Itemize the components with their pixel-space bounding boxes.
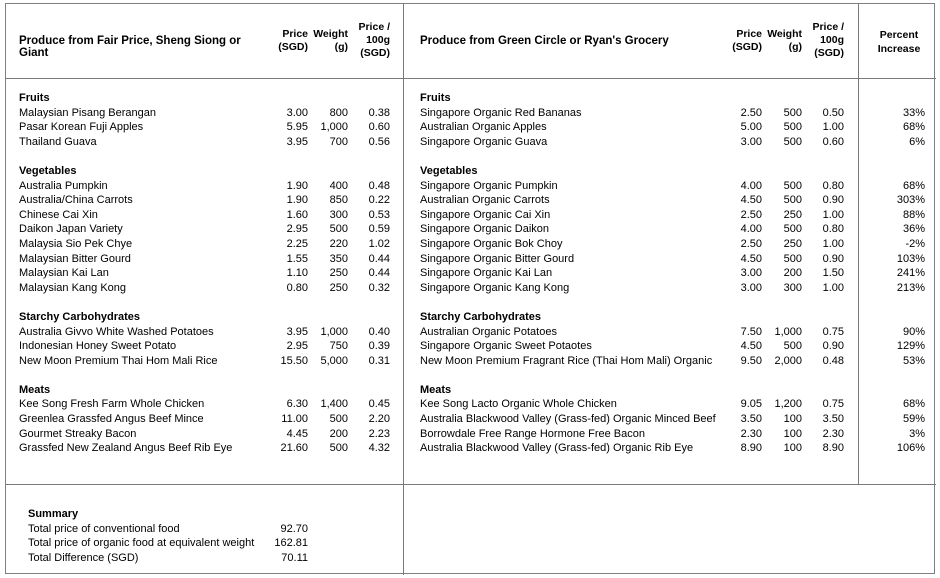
section-header-label: Starchy Carbohydrates [420, 310, 542, 323]
table-row [404, 237, 858, 252]
item-price-organic: 4.50 [740, 252, 762, 265]
item-weight-organic: 500 [783, 340, 802, 353]
item-name-organic: Kee Song Lacto Organic Whole Chicken [420, 398, 617, 411]
item-name-conventional: Thailand Guava [19, 135, 97, 148]
table-row [6, 354, 403, 369]
item-price-per-100g-organic: 0.50 [822, 106, 844, 119]
item-name-organic: Singapore Organic Kang Kong [420, 281, 570, 294]
item-weight-conventional: 400 [329, 179, 348, 192]
item-weight-conventional: 5,000 [320, 354, 348, 367]
table-row [6, 427, 403, 442]
item-price-per-100g-organic: 8.90 [822, 442, 844, 455]
item-price-organic: 4.00 [740, 179, 762, 192]
item-price-per-100g-conventional: 0.56 [368, 135, 390, 148]
section-header-label: Fruits [420, 92, 451, 104]
table-row [6, 135, 403, 150]
percent-increase-value: 88% [902, 208, 925, 221]
item-weight-organic: 500 [783, 106, 802, 119]
item-price-conventional: 21.60 [280, 442, 308, 455]
item-price-organic: 7.50 [740, 325, 762, 338]
section-gap [6, 295, 403, 310]
item-price-conventional: 4.45 [286, 427, 308, 440]
item-name-organic: Australia Blackwood Valley (Grass-fed) Organic Rib Eye [420, 442, 694, 455]
item-price-per-100g-organic: 1.00 [822, 281, 844, 294]
table-row [404, 427, 858, 442]
item-price-organic: 8.90 [740, 442, 762, 455]
section-gap [859, 295, 936, 310]
item-name-conventional: Malaysian Pisang Berangan [19, 106, 156, 119]
header-weight-right [760, 28, 802, 54]
header-per100g-right-l2: 100g [820, 34, 844, 46]
summary-row-label: Total price of organic food at equivalent weight [28, 537, 255, 550]
header-per100g-right-l3: (SGD) [814, 47, 844, 59]
item-weight-organic: 100 [783, 427, 802, 440]
table-row [6, 339, 403, 354]
item-weight-organic: 2,000 [774, 354, 802, 367]
table-row [6, 208, 403, 223]
table-row [6, 266, 403, 281]
percent-increase-value: 213% [896, 281, 925, 294]
item-weight-organic: 500 [783, 121, 802, 134]
section-header-organic [404, 91, 858, 106]
table-row [404, 208, 858, 223]
summary-row [6, 522, 403, 537]
header-per100g-right [798, 21, 844, 60]
percent-increase-value: 6% [909, 135, 925, 148]
percent-increase-value: 68% [902, 121, 925, 134]
header-weight-left-label: Weight [313, 28, 348, 40]
summary-row-label: Total Difference (SGD) [28, 551, 139, 564]
header-price-left-unit: (SGD) [278, 41, 308, 53]
item-price-per-100g-conventional: 0.53 [368, 208, 390, 221]
table-row [404, 412, 858, 427]
item-price-organic: 2.50 [740, 237, 762, 250]
table-row [404, 252, 858, 267]
item-price-organic: 3.00 [740, 135, 762, 148]
table-row [6, 222, 403, 237]
item-weight-conventional: 1,000 [320, 325, 348, 338]
section-header-label: Vegetables [19, 164, 77, 177]
item-name-conventional: Malaysian Kai Lan [19, 267, 109, 280]
item-price-per-100g-conventional: 0.60 [368, 121, 390, 134]
table-row [404, 135, 858, 150]
percent-increase-value: 303% [896, 194, 925, 207]
header-weight-left-unit: (g) [334, 41, 348, 53]
item-price-organic: 3.50 [740, 413, 762, 426]
table-row [6, 441, 403, 456]
percent-increase-value: -2% [905, 237, 925, 250]
item-weight-conventional: 800 [329, 106, 348, 119]
section-header-conventional [6, 91, 403, 106]
item-weight-organic: 250 [783, 208, 802, 221]
header-price-right-label: Price [736, 28, 762, 40]
item-price-organic: 9.05 [740, 398, 762, 411]
header-percent-increase [868, 28, 930, 56]
section-header-label: Meats [420, 383, 452, 396]
table-row [404, 325, 858, 340]
item-price-conventional: 2.95 [286, 340, 308, 353]
item-price-organic: 5.00 [740, 121, 762, 134]
header-price-right [712, 28, 762, 54]
item-weight-organic: 500 [783, 252, 802, 265]
item-name-conventional: Malaysian Bitter Gourd [19, 252, 131, 265]
item-price-per-100g-conventional: 0.38 [368, 106, 390, 119]
summary-title [6, 507, 403, 522]
item-price-organic: 2.50 [740, 208, 762, 221]
item-price-conventional: 3.95 [286, 135, 308, 148]
item-price-organic: 2.30 [740, 427, 762, 440]
header-title-organic: Produce from Green Circle or Ryan's Grocery [420, 35, 669, 47]
item-weight-organic: 100 [783, 413, 802, 426]
percent-increase-value: 241% [896, 267, 925, 280]
section-header-label: Fruits [19, 92, 50, 104]
item-name-organic: Singapore Organic Guava [420, 135, 548, 148]
item-price-organic: 3.00 [740, 267, 762, 280]
table-row [404, 106, 858, 121]
percent-increase-value: 68% [902, 179, 925, 192]
item-price-per-100g-organic: 0.90 [822, 340, 844, 353]
item-price-per-100g-conventional: 2.20 [368, 413, 390, 426]
item-name-conventional: Kee Song Fresh Farm Whole Chicken [19, 398, 205, 411]
header-percent-l2: Increase [877, 43, 921, 55]
item-weight-conventional: 1,000 [320, 121, 348, 134]
item-name-organic: Australian Organic Carrots [420, 194, 550, 207]
section-gap [6, 368, 403, 383]
item-weight-organic: 1,000 [774, 325, 802, 338]
item-weight-conventional: 500 [329, 223, 348, 236]
table-row [404, 281, 858, 296]
item-price-per-100g-organic: 1.50 [822, 267, 844, 280]
header-per100g-left-l1: Price / [358, 21, 390, 33]
table-row [404, 120, 858, 135]
item-name-organic: Singapore Organic Red Bananas [420, 106, 582, 119]
item-price-conventional: 1.55 [286, 252, 308, 265]
item-price-per-100g-organic: 0.75 [822, 325, 844, 338]
item-weight-conventional: 1,400 [320, 398, 348, 411]
table-row [404, 339, 858, 354]
item-name-conventional: New Moon Premium Thai Hom Mali Rice [19, 354, 218, 367]
comparison-table [5, 3, 935, 574]
header-per100g-left [344, 21, 390, 60]
section-gap [859, 91, 936, 106]
item-price-per-100g-organic: 0.60 [822, 135, 844, 148]
section-gap [6, 149, 403, 164]
item-price-per-100g-conventional: 0.59 [368, 223, 390, 236]
item-weight-conventional: 250 [329, 281, 348, 294]
header-price-right-unit: (SGD) [732, 41, 762, 53]
item-weight-conventional: 700 [329, 135, 348, 148]
item-name-conventional: Greenlea Grassfed Angus Beef Mince [19, 413, 204, 426]
table-row [404, 441, 858, 456]
item-weight-organic: 500 [783, 135, 802, 148]
percent-increase-value: 59% [902, 413, 925, 426]
summary-row-value: 92.70 [280, 522, 308, 535]
item-name-conventional: Indonesian Honey Sweet Potato [19, 340, 177, 353]
section-header-label: Meats [19, 383, 51, 396]
section-header-organic [404, 310, 858, 325]
item-price-per-100g-conventional: 0.31 [368, 354, 390, 367]
section-gap [404, 295, 858, 310]
item-price-organic: 3.00 [740, 281, 762, 294]
section-gap [859, 164, 936, 179]
summary-block [6, 485, 403, 575]
item-weight-conventional: 500 [329, 413, 348, 426]
item-price-per-100g-conventional: 0.22 [368, 194, 390, 207]
section-gap [859, 149, 936, 164]
header-percent-l1: Percent [879, 29, 919, 41]
table-row [404, 354, 858, 369]
percent-increase-value: 36% [902, 223, 925, 236]
item-weight-organic: 200 [783, 267, 802, 280]
item-price-per-100g-organic: 3.50 [822, 413, 844, 426]
item-price-conventional: 11.00 [281, 413, 308, 426]
item-name-conventional: Grassfed New Zealand Angus Beef Rib Eye [19, 442, 233, 455]
table-row [6, 325, 403, 340]
item-weight-conventional: 850 [329, 194, 348, 207]
item-name-organic: New Moon Premium Fragrant Rice (Thai Hom Mali) Organic [420, 354, 713, 367]
item-name-conventional: Australia Pumpkin [19, 179, 108, 192]
item-price-per-100g-conventional: 0.45 [368, 398, 390, 411]
item-price-per-100g-conventional: 4.32 [368, 442, 390, 455]
percent-increase-value: 103% [896, 252, 925, 265]
section-gap [859, 310, 936, 325]
item-price-conventional: 3.00 [286, 106, 308, 119]
item-price-per-100g-organic: 0.80 [822, 223, 844, 236]
item-name-organic: Singapore Organic Daikon [420, 223, 550, 236]
item-weight-conventional: 300 [329, 208, 348, 221]
table-row [6, 281, 403, 296]
summary-row-value: 70.11 [281, 551, 308, 564]
summary-row-value: 162.81 [274, 537, 308, 550]
table-row [6, 106, 403, 121]
section-header-conventional [6, 310, 403, 325]
item-name-organic: Singapore Organic Cai Xin [420, 208, 551, 221]
header-price-left-label: Price [282, 28, 308, 40]
section-header-label: Starchy Carbohydrates [19, 310, 141, 323]
percent-increase-column [859, 79, 936, 456]
item-price-per-100g-conventional: 0.48 [368, 179, 390, 192]
table-row [6, 179, 403, 194]
table-row [404, 193, 858, 208]
item-price-conventional: 1.10 [286, 267, 308, 280]
section-header-label: Vegetables [420, 164, 478, 177]
percent-increase-value: 129% [896, 340, 925, 353]
header-title-conventional: Produce from Fair Price, Sheng Siong or Giant [19, 35, 241, 59]
table-row [6, 397, 403, 412]
item-weight-conventional: 200 [329, 427, 348, 440]
item-price-conventional: 3.95 [286, 325, 308, 338]
section-header-organic [404, 164, 858, 179]
item-name-conventional: Daikon Japan Variety [19, 223, 123, 236]
percent-increase-value: 90% [902, 325, 925, 338]
table-row [6, 120, 403, 135]
item-name-organic: Australia Blackwood Valley (Grass-fed) Organic Minced Beef [420, 413, 716, 426]
header-weight-right-label: Weight [767, 28, 802, 40]
item-price-conventional: 1.90 [286, 179, 308, 192]
item-weight-organic: 100 [783, 442, 802, 455]
item-weight-organic: 300 [783, 281, 802, 294]
item-price-conventional: 1.60 [286, 208, 308, 221]
item-price-conventional: 2.25 [286, 237, 308, 250]
item-price-per-100g-conventional: 0.39 [368, 340, 390, 353]
item-price-per-100g-conventional: 0.40 [368, 325, 390, 338]
item-name-conventional: Australia Givvo White Washed Potatoes [19, 325, 214, 338]
item-price-organic: 4.50 [740, 194, 762, 207]
percent-increase-value: 3% [909, 427, 925, 440]
item-price-per-100g-organic: 1.00 [822, 121, 844, 134]
item-price-per-100g-conventional: 2.23 [368, 427, 390, 440]
table-row [404, 222, 858, 237]
header-price-left [258, 28, 308, 54]
item-price-per-100g-conventional: 0.44 [368, 252, 390, 265]
percent-increase-value: 53% [902, 354, 925, 367]
item-weight-conventional: 220 [329, 237, 348, 250]
header-per100g-left-l2: 100g [366, 34, 390, 46]
section-header-conventional [6, 164, 403, 179]
item-price-conventional: 6.30 [286, 398, 308, 411]
item-name-organic: Singapore Organic Bok Choy [420, 237, 563, 250]
header-weight-right-unit: (g) [788, 41, 802, 53]
percent-increase-value: 33% [902, 106, 925, 119]
item-price-organic: 4.50 [740, 340, 762, 353]
header-per100g-right-l1: Price / [812, 21, 844, 33]
item-name-conventional: Australia/China Carrots [19, 194, 133, 207]
item-price-conventional: 2.95 [286, 223, 308, 236]
section-header-conventional [6, 383, 403, 398]
header-weight-left [306, 28, 348, 54]
item-price-per-100g-organic: 0.48 [822, 354, 844, 367]
item-weight-organic: 250 [783, 237, 802, 250]
item-weight-conventional: 750 [329, 340, 348, 353]
item-name-organic: Australian Organic Apples [420, 121, 547, 134]
item-price-per-100g-organic: 1.00 [822, 208, 844, 221]
item-price-conventional: 1.90 [286, 194, 308, 207]
item-weight-organic: 500 [783, 179, 802, 192]
table-row [6, 252, 403, 267]
item-price-organic: 4.00 [740, 223, 762, 236]
item-weight-organic: 1,200 [774, 398, 802, 411]
item-name-organic: Singapore Organic Bitter Gourd [420, 252, 575, 265]
item-price-conventional: 15.50 [280, 354, 308, 367]
section-gap [859, 383, 936, 398]
item-price-per-100g-organic: 2.30 [822, 427, 844, 440]
item-name-conventional: Gourmet Streaky Bacon [19, 427, 137, 440]
item-weight-conventional: 250 [329, 267, 348, 280]
table-row [404, 266, 858, 281]
item-price-per-100g-conventional: 0.44 [368, 267, 390, 280]
item-price-per-100g-organic: 0.80 [822, 179, 844, 192]
item-price-organic: 2.50 [740, 106, 762, 119]
summary-row-label: Total price of conventional food [28, 522, 180, 535]
header-per100g-left-l3: (SGD) [360, 47, 390, 59]
item-price-per-100g-organic: 0.90 [822, 252, 844, 265]
table-row [404, 179, 858, 194]
item-name-organic: Singapore Organic Pumpkin [420, 179, 558, 192]
item-price-conventional: 5.95 [286, 121, 308, 134]
item-weight-conventional: 350 [329, 252, 348, 265]
item-weight-conventional: 500 [329, 442, 348, 455]
conventional-column [6, 79, 403, 456]
summary-title-label: Summary [28, 508, 79, 520]
item-price-organic: 9.50 [740, 354, 762, 367]
item-name-conventional: Pasar Korean Fuji Apples [19, 121, 144, 134]
item-price-per-100g-conventional: 0.32 [368, 281, 390, 294]
item-price-conventional: 0.80 [286, 281, 308, 294]
organic-column [404, 79, 858, 456]
item-name-organic: Australian Organic Potatoes [420, 325, 557, 338]
table-row [6, 193, 403, 208]
item-price-per-100g-organic: 1.00 [822, 237, 844, 250]
table-row [404, 397, 858, 412]
item-name-organic: Singapore Organic Sweet Potaotes [420, 340, 592, 353]
section-gap [859, 368, 936, 383]
item-name-conventional: Malaysia Sio Pek Chye [19, 237, 133, 250]
section-header-organic [404, 383, 858, 398]
item-weight-organic: 500 [783, 194, 802, 207]
summary-row [6, 536, 403, 551]
item-name-conventional: Chinese Cai Xin [19, 208, 98, 221]
item-name-organic: Singapore Organic Kai Lan [420, 267, 553, 280]
section-gap [404, 368, 858, 383]
item-name-conventional: Malaysian Kang Kong [19, 281, 127, 294]
item-weight-organic: 500 [783, 223, 802, 236]
summary-row [6, 551, 403, 566]
item-price-per-100g-organic: 0.75 [822, 398, 844, 411]
table-row [6, 412, 403, 427]
item-price-per-100g-organic: 0.90 [822, 194, 844, 207]
section-gap [404, 149, 858, 164]
item-name-organic: Borrowdale Free Range Hormone Free Bacon [420, 427, 646, 440]
item-price-per-100g-conventional: 1.02 [368, 237, 390, 250]
percent-increase-value: 68% [902, 398, 925, 411]
percent-increase-value: 106% [896, 442, 925, 455]
table-row [6, 237, 403, 252]
